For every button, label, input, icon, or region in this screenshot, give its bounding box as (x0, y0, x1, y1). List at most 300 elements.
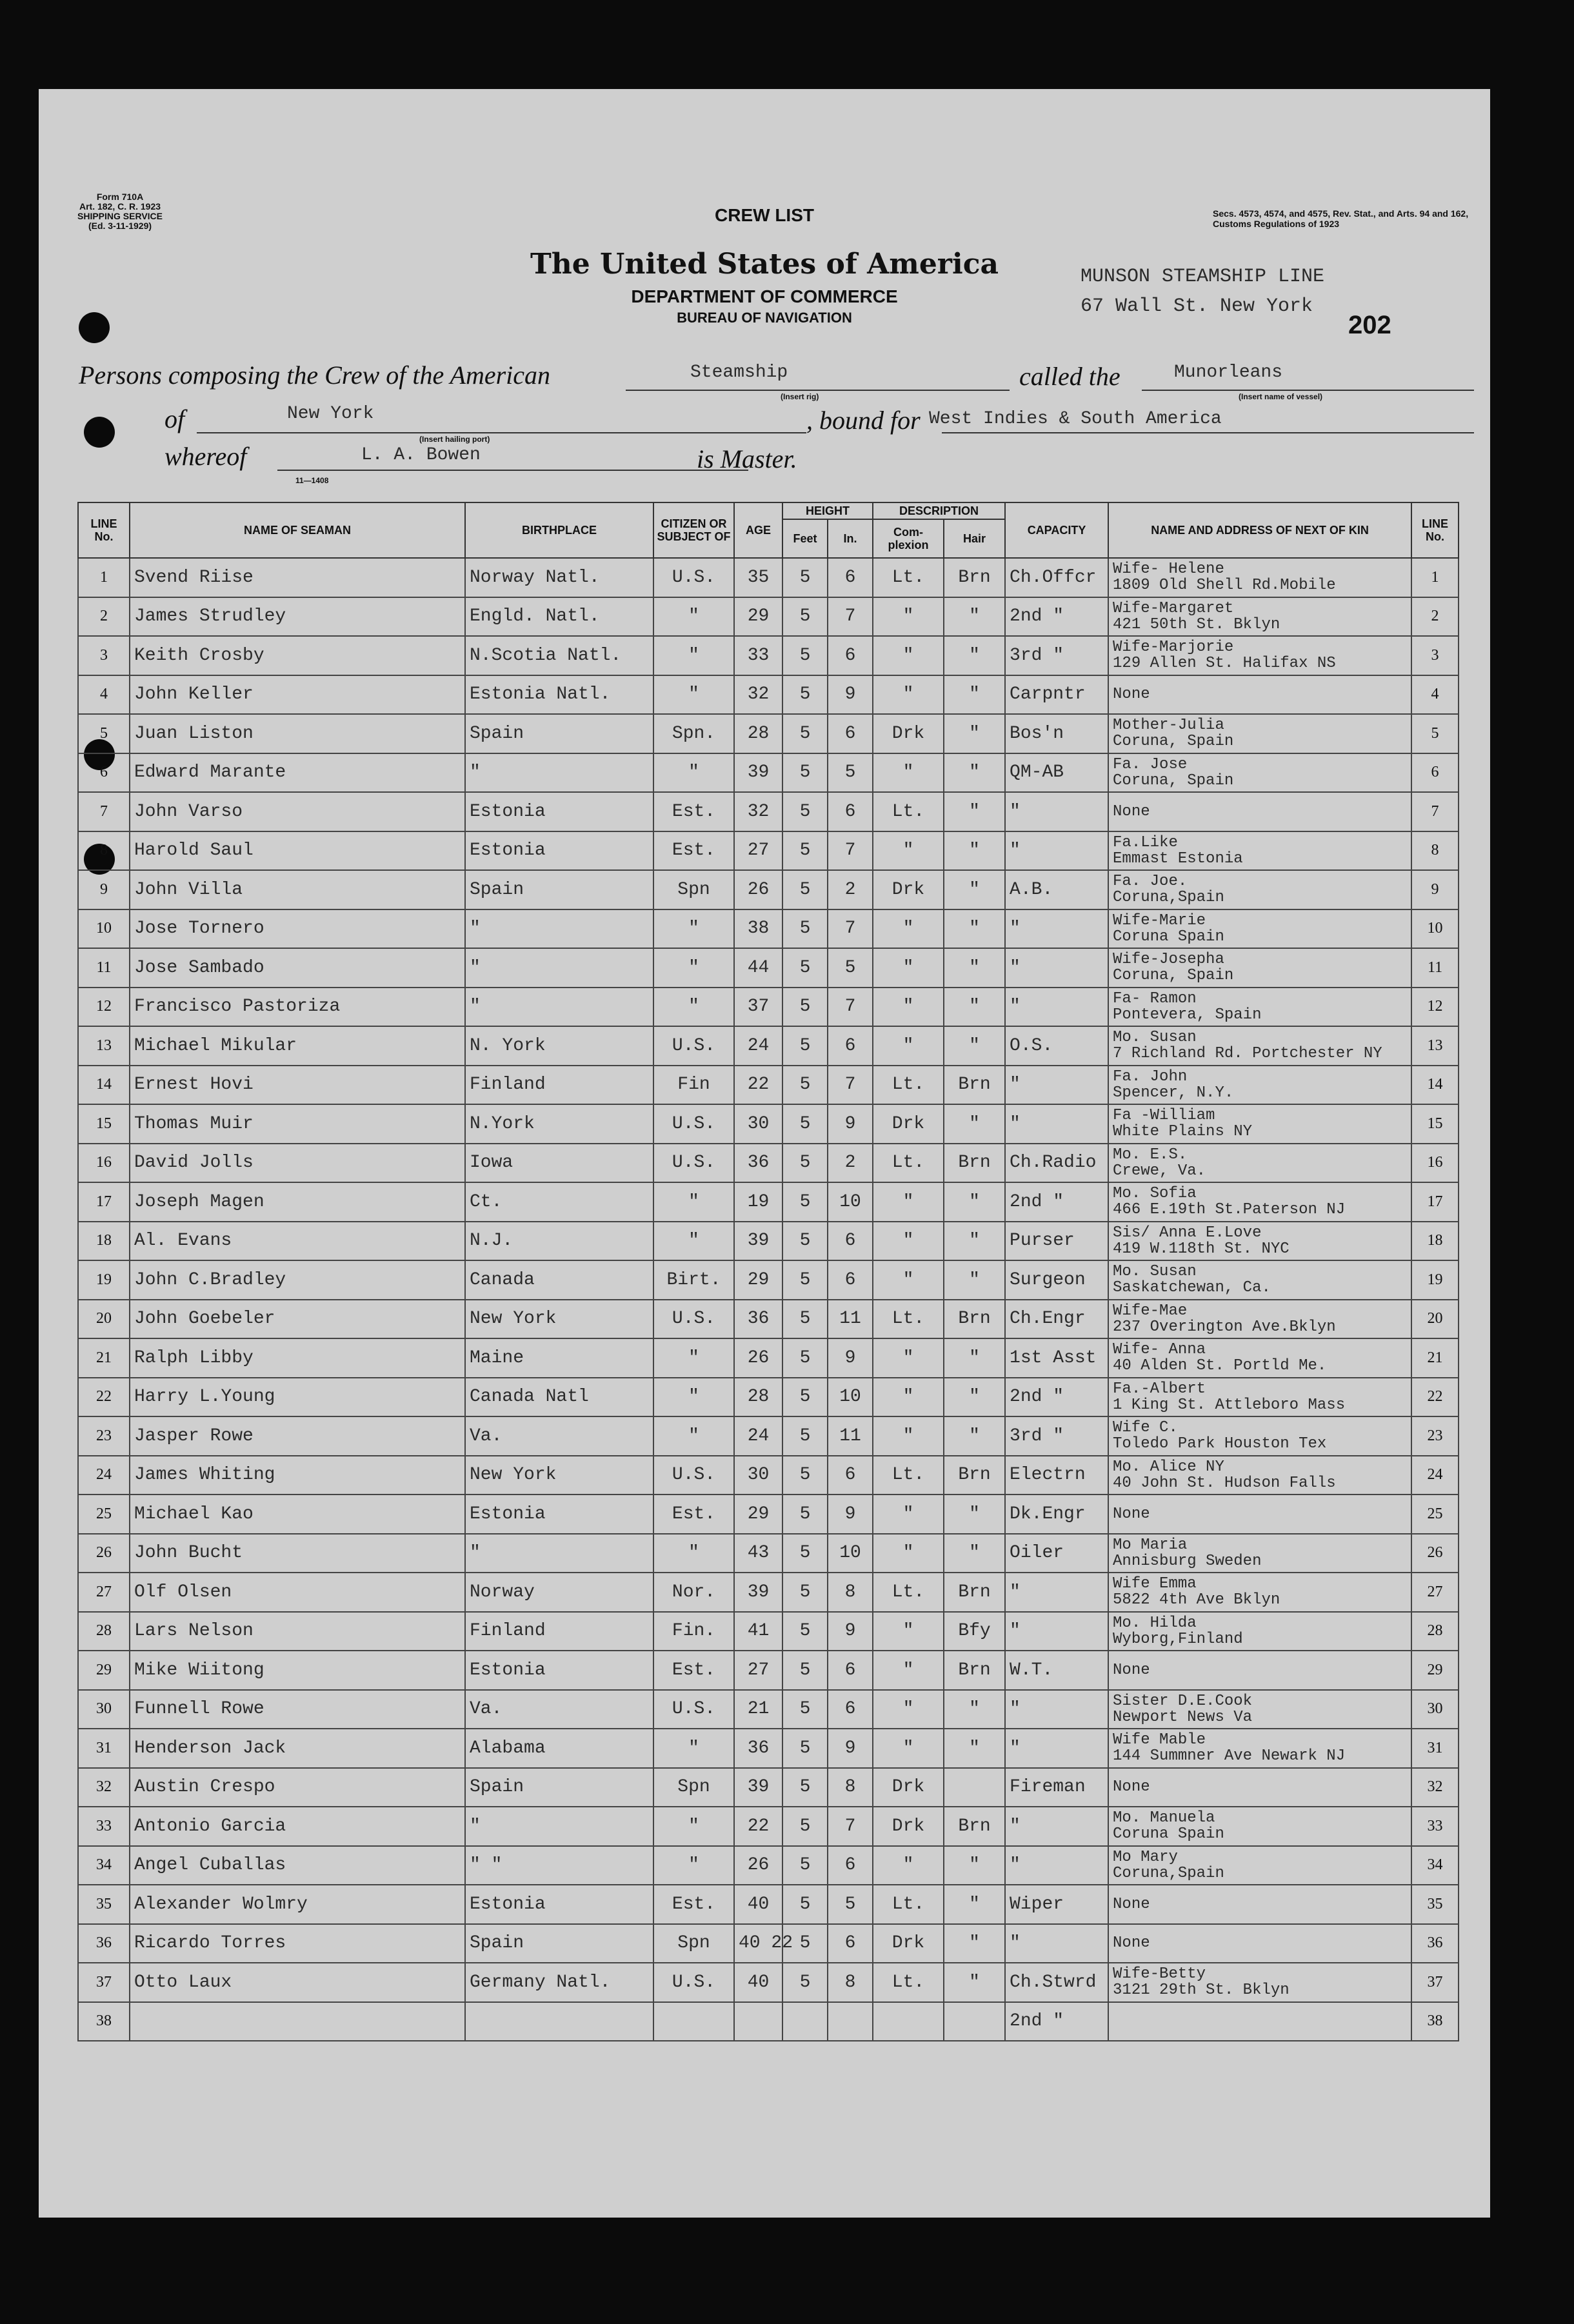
citizen: Fin. (653, 1612, 734, 1651)
complexion: " (873, 1260, 944, 1300)
citizen: " (653, 1416, 734, 1456)
birthplace: Iowa (465, 1144, 653, 1183)
kin-address: 144 Summner Ave Newark NJ (1113, 1747, 1346, 1765)
line-number: 31 (78, 1729, 130, 1768)
capacity: Oiler (1005, 1534, 1108, 1573)
line-number: 12 (78, 988, 130, 1027)
next-of-kin (1108, 1104, 1411, 1144)
capacity: " (1005, 1104, 1108, 1144)
line-number-right: 4 (1411, 675, 1459, 715)
height-inches: 5 (828, 1885, 873, 1924)
capacity: " (1005, 1612, 1108, 1651)
height-feet: 5 (782, 1066, 828, 1105)
age: 26 (734, 870, 782, 909)
table-row (78, 2002, 1459, 2041)
complexion: Lt. (873, 1456, 944, 1495)
line-number: 15 (78, 1104, 130, 1144)
capacity: " (1005, 1846, 1108, 1885)
complexion: " (873, 675, 944, 715)
birthplace: Va. (465, 1416, 653, 1456)
table-row (78, 1026, 1459, 1066)
line-number: 20 (78, 1300, 130, 1339)
complexion: " (873, 597, 944, 637)
birthplace: Estonia Natl. (465, 675, 653, 715)
rig-value: Steamship (690, 363, 788, 382)
height-inches: 7 (828, 909, 873, 949)
line-number-right: 7 (1411, 792, 1459, 831)
complexion: Drk (873, 1768, 944, 1807)
kin-name: None (1113, 1778, 1150, 1796)
line-number: 13 (78, 1026, 130, 1066)
next-of-kin (1108, 1885, 1411, 1924)
kin-name: Sis/ Anna E.Love (1113, 1224, 1262, 1242)
next-of-kin (1108, 558, 1411, 597)
complexion: " (873, 1026, 944, 1066)
master-suffix: is Master. (697, 444, 797, 473)
line-number-right: 30 (1411, 1690, 1459, 1729)
table-row (78, 1144, 1459, 1183)
complexion: " (873, 1495, 944, 1534)
complexion: Lt. (873, 1300, 944, 1339)
table-row (78, 753, 1459, 793)
hair: " (944, 1924, 1005, 1963)
line-number: 25 (78, 1495, 130, 1534)
line-number: 18 (78, 1222, 130, 1261)
kin-address: Wyborg,Finland (1113, 1630, 1243, 1648)
capacity: Dk.Engr (1005, 1495, 1108, 1534)
kin-name: Wife Emma (1113, 1575, 1197, 1593)
table-row (78, 1534, 1459, 1573)
age: 27 (734, 831, 782, 871)
col-citizen: CITIZEN OR SUBJECT OF (653, 502, 734, 558)
hair: " (944, 1495, 1005, 1534)
table-row (78, 636, 1459, 675)
complexion: " (873, 753, 944, 793)
birthplace: Ct. (465, 1182, 653, 1222)
age: 44 (734, 948, 782, 988)
capacity: " (1005, 1573, 1108, 1612)
print-code: 11—1408 (295, 476, 329, 485)
next-of-kin (1108, 1338, 1411, 1378)
kin-address: Coruna, Spain (1113, 733, 1234, 751)
age: 21 (734, 1690, 782, 1729)
table-row (78, 1222, 1459, 1261)
height-inches: 6 (828, 1260, 873, 1300)
height-inches: 7 (828, 988, 873, 1027)
citizen: Spn. (653, 714, 734, 753)
next-of-kin (1108, 675, 1411, 715)
table-row (78, 1885, 1459, 1924)
kin-address: Toledo Park Houston Tex (1113, 1435, 1327, 1453)
citizen: Est. (653, 1651, 734, 1690)
next-of-kin (1108, 988, 1411, 1027)
line-number: 32 (78, 1768, 130, 1807)
kin-name: Wife-Margaret (1113, 599, 1234, 617)
table-row (78, 1651, 1459, 1690)
col-description: DESCRIPTION (873, 502, 1005, 519)
kin-name: None (1113, 802, 1150, 820)
crew-rows (78, 558, 1459, 2041)
line-number: 4 (78, 675, 130, 715)
line-number: 14 (78, 1066, 130, 1105)
next-of-kin (1108, 909, 1411, 949)
height-feet: 5 (782, 714, 828, 753)
age: 30 (734, 1456, 782, 1495)
complexion: " (873, 636, 944, 675)
height-inches: 9 (828, 1729, 873, 1768)
next-of-kin (1108, 1768, 1411, 1807)
next-of-kin (1108, 1495, 1411, 1534)
hair: " (944, 909, 1005, 949)
height-feet: 5 (782, 1534, 828, 1573)
capacity: 2nd " (1005, 597, 1108, 637)
kin-name: Mo. Sofia (1113, 1185, 1197, 1203)
height-feet: 5 (782, 1144, 828, 1183)
citizen: Est. (653, 792, 734, 831)
hair: Brn (944, 1651, 1005, 1690)
seaman-name: Alexander Wolmry (130, 1885, 465, 1924)
line-number-right: 38 (1411, 2002, 1459, 2041)
age: 35 (734, 558, 782, 597)
age: 26 (734, 1846, 782, 1885)
seaman-name: John Goebeler (130, 1300, 465, 1339)
birthplace: N.York (465, 1104, 653, 1144)
complexion: Drk (873, 1924, 944, 1963)
complexion: " (873, 831, 944, 871)
seaman-name: James Strudley (130, 597, 465, 637)
age: 36 (734, 1144, 782, 1183)
hair: " (944, 1104, 1005, 1144)
height-inches: 8 (828, 1573, 873, 1612)
line-number-right: 17 (1411, 1182, 1459, 1222)
age: 43 (734, 1534, 782, 1573)
birthplace: " (465, 1807, 653, 1846)
birthplace: " (465, 753, 653, 793)
age: 30 (734, 1104, 782, 1144)
table-row (78, 714, 1459, 753)
kin-name: Mo. Alice NY (1113, 1458, 1224, 1476)
next-of-kin (1108, 1846, 1411, 1885)
height-feet: 5 (782, 792, 828, 831)
line-number: 2 (78, 597, 130, 637)
height-inches: 10 (828, 1378, 873, 1417)
line-number-right: 33 (1411, 1807, 1459, 1846)
line-number: 24 (78, 1456, 130, 1495)
age: 32 (734, 792, 782, 831)
capacity: A.B. (1005, 870, 1108, 909)
col-next-of-kin: NAME AND ADDRESS OF NEXT OF KIN (1108, 502, 1411, 558)
hair: " (944, 1534, 1005, 1573)
capacity: " (1005, 1690, 1108, 1729)
height-inches: 6 (828, 1924, 873, 1963)
complexion: Drk (873, 1104, 944, 1144)
table-row (78, 909, 1459, 949)
height-inches: 6 (828, 1222, 873, 1261)
seaman-name: Funnell Rowe (130, 1690, 465, 1729)
seaman-name: Angel Cuballas (130, 1846, 465, 1885)
kin-name: None (1113, 1505, 1150, 1523)
complexion (873, 2002, 944, 2041)
age: 24 (734, 1416, 782, 1456)
age: 39 (734, 753, 782, 793)
col-line-no: LINE No. (78, 502, 130, 558)
height-inches: 6 (828, 714, 873, 753)
birthplace: Alabama (465, 1729, 653, 1768)
home-port: New York (287, 404, 374, 424)
line-number: 6 (78, 753, 130, 793)
birthplace: Finland (465, 1612, 653, 1651)
height-inches: 9 (828, 1612, 873, 1651)
height-inches: 7 (828, 1807, 873, 1846)
hair: " (944, 675, 1005, 715)
seaman-name: Svend Riise (130, 558, 465, 597)
line-number: 26 (78, 1534, 130, 1573)
line-number: 30 (78, 1690, 130, 1729)
birthplace: Canada Natl (465, 1378, 653, 1417)
citizen: U.S. (653, 558, 734, 597)
kin-address: Crewe, Va. (1113, 1162, 1206, 1180)
kin-name: Fa.Like (1113, 833, 1178, 851)
citizen: Nor. (653, 1573, 734, 1612)
kin-address: 40 John St. Hudson Falls (1113, 1474, 1336, 1492)
kin-name: Wife-Betty (1113, 1965, 1206, 1983)
hair: Brn (944, 1807, 1005, 1846)
line-number-right: 8 (1411, 831, 1459, 871)
kin-name: Fa. Joe. (1113, 873, 1188, 891)
seaman-name: James Whiting (130, 1456, 465, 1495)
seaman-name: Otto Laux (130, 1963, 465, 2002)
table-row (78, 1807, 1459, 1846)
table-row (78, 1104, 1459, 1144)
table-row (78, 792, 1459, 831)
hair: " (944, 636, 1005, 675)
line-number-right: 35 (1411, 1885, 1459, 1924)
line-number: 9 (78, 870, 130, 909)
next-of-kin (1108, 1300, 1411, 1339)
capacity: Wiper (1005, 1885, 1108, 1924)
kin-name: Mo. Hilda (1113, 1614, 1197, 1632)
height-feet: 5 (782, 1651, 828, 1690)
age: 40 22 (734, 1924, 782, 1963)
seaman-name: John Bucht (130, 1534, 465, 1573)
table-row (78, 1924, 1459, 1963)
hair: Brn (944, 1300, 1005, 1339)
citizen: " (653, 675, 734, 715)
age: 29 (734, 1260, 782, 1300)
line-number: 36 (78, 1924, 130, 1963)
next-of-kin (1108, 1378, 1411, 1417)
birthplace: Norway (465, 1573, 653, 1612)
line-number-right: 10 (1411, 909, 1459, 949)
line-number-right: 31 (1411, 1729, 1459, 1768)
seaman-name: Olf Olsen (130, 1573, 465, 1612)
citizen: Birt. (653, 1260, 734, 1300)
complexion: " (873, 1729, 944, 1768)
line-number: 22 (78, 1378, 130, 1417)
table-row (78, 675, 1459, 715)
kin-address: Newport News Va (1113, 1708, 1253, 1726)
height-inches: 9 (828, 1495, 873, 1534)
age: 27 (734, 1651, 782, 1690)
height-inches: 5 (828, 753, 873, 793)
capacity: Carpntr (1005, 675, 1108, 715)
kin-name: Sister D.E.Cook (1113, 1692, 1253, 1710)
height-feet: 5 (782, 1378, 828, 1417)
capacity: Ch.Engr (1005, 1300, 1108, 1339)
birthplace: Maine (465, 1338, 653, 1378)
height-inches: 6 (828, 792, 873, 831)
kin-address: 237 Overington Ave.Bklyn (1113, 1318, 1336, 1336)
birthplace: " (465, 988, 653, 1027)
line-number: 11 (78, 948, 130, 988)
kin-address: Coruna,Spain (1113, 1864, 1224, 1882)
line-number: 16 (78, 1144, 130, 1183)
age: 38 (734, 909, 782, 949)
seaman-name: John Keller (130, 675, 465, 715)
citizen: " (653, 1534, 734, 1573)
complexion: Lt. (873, 1963, 944, 2002)
height-inches: 2 (828, 1144, 873, 1183)
kin-address: 1 King St. Attleboro Mass (1113, 1396, 1346, 1414)
next-of-kin (1108, 1534, 1411, 1573)
age: 26 (734, 1338, 782, 1378)
line-number-right: 3 (1411, 636, 1459, 675)
master-name: L. A. Bowen (361, 445, 481, 465)
height-feet: 5 (782, 1338, 828, 1378)
home-port-hint: (Insert hailing port) (419, 435, 490, 444)
hair (944, 2002, 1005, 2041)
birthplace: New York (465, 1456, 653, 1495)
birthplace: " (465, 1534, 653, 1573)
hair: " (944, 1026, 1005, 1066)
next-of-kin (1108, 1924, 1411, 1963)
height-inches: 9 (828, 675, 873, 715)
kin-name: Mother-Julia (1113, 717, 1224, 735)
kin-name: None (1113, 686, 1150, 704)
seaman-name: Keith Crosby (130, 636, 465, 675)
next-of-kin (1108, 1066, 1411, 1105)
seaman-name: Edward Marante (130, 753, 465, 793)
kin-name: Mo. Susan (1113, 1263, 1197, 1281)
next-of-kin (1108, 1260, 1411, 1300)
kin-name: Wife- Anna (1113, 1341, 1206, 1359)
age: 39 (734, 1573, 782, 1612)
hair: Brn (944, 558, 1005, 597)
seaman-name: John Varso (130, 792, 465, 831)
seaman-name: Ralph Libby (130, 1338, 465, 1378)
table-row (78, 1768, 1459, 1807)
kin-name: Wife-Josepha (1113, 951, 1224, 969)
capacity: Fireman (1005, 1768, 1108, 1807)
line-number: 7 (78, 792, 130, 831)
line-number: 21 (78, 1338, 130, 1378)
height-feet: 5 (782, 1612, 828, 1651)
line-number-right: 5 (1411, 714, 1459, 753)
hair: " (944, 1222, 1005, 1261)
table-row (78, 597, 1459, 637)
next-of-kin (1108, 753, 1411, 793)
line-number: 19 (78, 1260, 130, 1300)
next-of-kin (1108, 597, 1411, 637)
citizen: " (653, 597, 734, 637)
height-feet: 5 (782, 870, 828, 909)
seaman-name: Thomas Muir (130, 1104, 465, 1144)
kin-name: Fa. John (1113, 1068, 1188, 1086)
citizen: U.S. (653, 1963, 734, 2002)
line-number: 29 (78, 1651, 130, 1690)
complexion: " (873, 909, 944, 949)
age: 24 (734, 1026, 782, 1066)
age: 36 (734, 1300, 782, 1339)
age: 32 (734, 675, 782, 715)
complexion: Lt. (873, 1066, 944, 1105)
height-inches: 10 (828, 1534, 873, 1573)
capacity: " (1005, 1729, 1108, 1768)
height-feet: 5 (782, 1768, 828, 1807)
birthplace: Norway Natl. (465, 558, 653, 597)
table-row (78, 1066, 1459, 1105)
col-line-no-right: LINE No. (1411, 502, 1459, 558)
age: 22 (734, 1066, 782, 1105)
kin-name: Mo Mary (1113, 1848, 1178, 1866)
line-number: 37 (78, 1963, 130, 2002)
hair: " (944, 948, 1005, 988)
capacity: Ch.Offcr (1005, 558, 1108, 597)
citizen: " (653, 1338, 734, 1378)
line-number-right: 13 (1411, 1026, 1459, 1066)
table-row (78, 558, 1459, 597)
age: 29 (734, 597, 782, 637)
kin-address: 466 E.19th St.Paterson NJ (1113, 1201, 1346, 1219)
kin-address: 7 Richland Rd. Portchester NY (1113, 1045, 1382, 1063)
line-number-right: 1 (1411, 558, 1459, 597)
height-inches: 6 (828, 1846, 873, 1885)
hair: " (944, 714, 1005, 753)
capacity: Surgeon (1005, 1260, 1108, 1300)
seaman-name: Jose Sambado (130, 948, 465, 988)
complexion: Lt. (873, 558, 944, 597)
kin-address: 3121 29th St. Bklyn (1113, 1981, 1290, 2000)
citizen: U.S. (653, 1300, 734, 1339)
birthplace: Canada (465, 1260, 653, 1300)
next-of-kin (1108, 1963, 1411, 2002)
table-row (78, 1573, 1459, 1612)
kin-name: Mo. Manuela (1113, 1809, 1215, 1827)
capacity: " (1005, 1066, 1108, 1105)
seaman-name: Michael Mikular (130, 1026, 465, 1066)
col-capacity: CAPACITY (1005, 502, 1108, 558)
kin-address: Saskatchewan, Ca. (1113, 1279, 1271, 1297)
birthplace: N. York (465, 1026, 653, 1066)
rig-hint: (Insert rig) (781, 392, 819, 401)
height-feet: 5 (782, 1807, 828, 1846)
table-row (78, 948, 1459, 988)
department-heading: DEPARTMENT OF COMMERCE (631, 286, 898, 306)
birthplace: Germany Natl. (465, 1963, 653, 2002)
height-feet: 5 (782, 597, 828, 637)
capacity: " (1005, 988, 1108, 1027)
capacity: 2nd " (1005, 1182, 1108, 1222)
next-of-kin (1108, 1416, 1411, 1456)
citizen: U.S. (653, 1690, 734, 1729)
next-of-kin (1108, 1182, 1411, 1222)
line-number-right: 23 (1411, 1416, 1459, 1456)
seaman-name: Mike Wiitong (130, 1651, 465, 1690)
line-number: 33 (78, 1807, 130, 1846)
line-number: 5 (78, 714, 130, 753)
height-feet: 5 (782, 948, 828, 988)
vessel-hint: (Insert name of vessel) (1239, 392, 1323, 401)
